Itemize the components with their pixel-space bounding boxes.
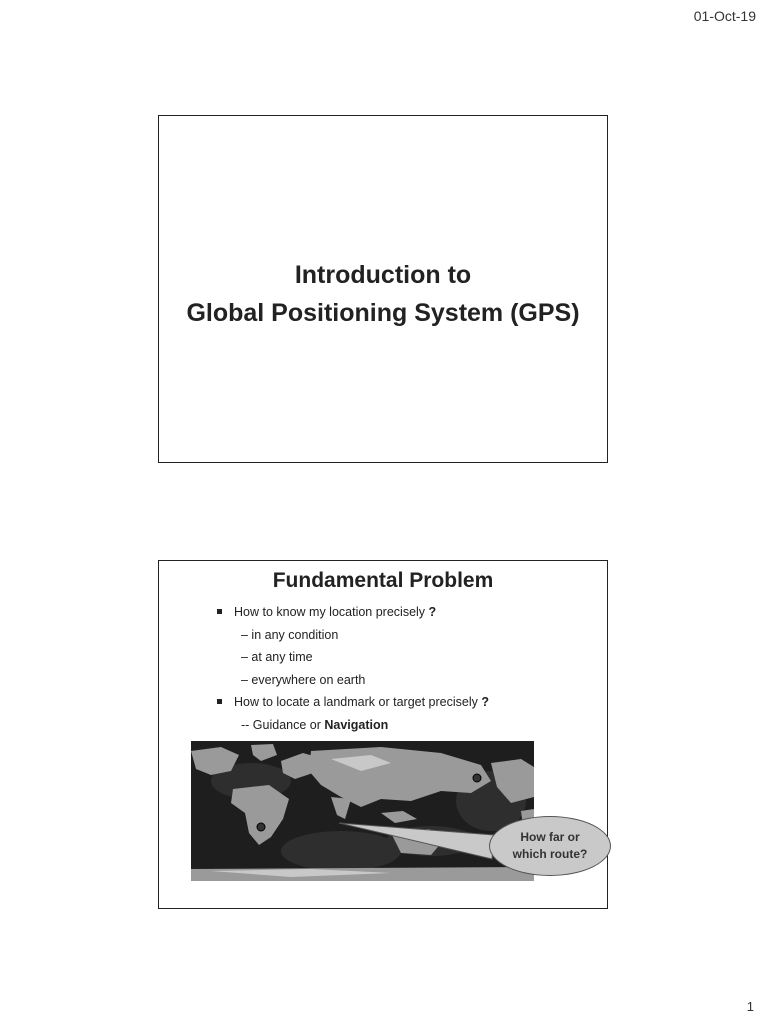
bullet-question-mark: ? bbox=[428, 605, 437, 619]
slide-title bbox=[158, 115, 608, 463]
slide-title-heading bbox=[159, 256, 607, 332]
sub-bullet-item: – everywhere on earth bbox=[241, 672, 366, 687]
header-date: 01-Oct-19 bbox=[693, 8, 756, 24]
sub-bullet-item: – in any condition bbox=[241, 627, 339, 642]
sub-bullet-item: – at any time bbox=[241, 650, 313, 664]
slide-heading: Fundamental Problem bbox=[272, 569, 494, 592]
callout-line-2: which route? bbox=[512, 847, 588, 861]
callout-bubble bbox=[489, 816, 611, 876]
bullet-question-mark: ? bbox=[481, 695, 489, 709]
sub-bullet-text: -- Guidance or bbox=[241, 717, 325, 732]
page-number: 1 bbox=[746, 999, 754, 1014]
slide-fundamental-problem bbox=[158, 560, 608, 909]
title-line-2: Global Positioning System (GPS) bbox=[186, 299, 580, 327]
title-line-1: Introduction to bbox=[294, 261, 472, 289]
bullet-text: How to know my location precisely bbox=[234, 605, 426, 619]
navigation-bold-text: Navigation bbox=[324, 717, 389, 732]
bullet-text: How to locate a landmark or target precisely bbox=[234, 695, 478, 709]
callout-line-1: How far or bbox=[520, 830, 580, 844]
